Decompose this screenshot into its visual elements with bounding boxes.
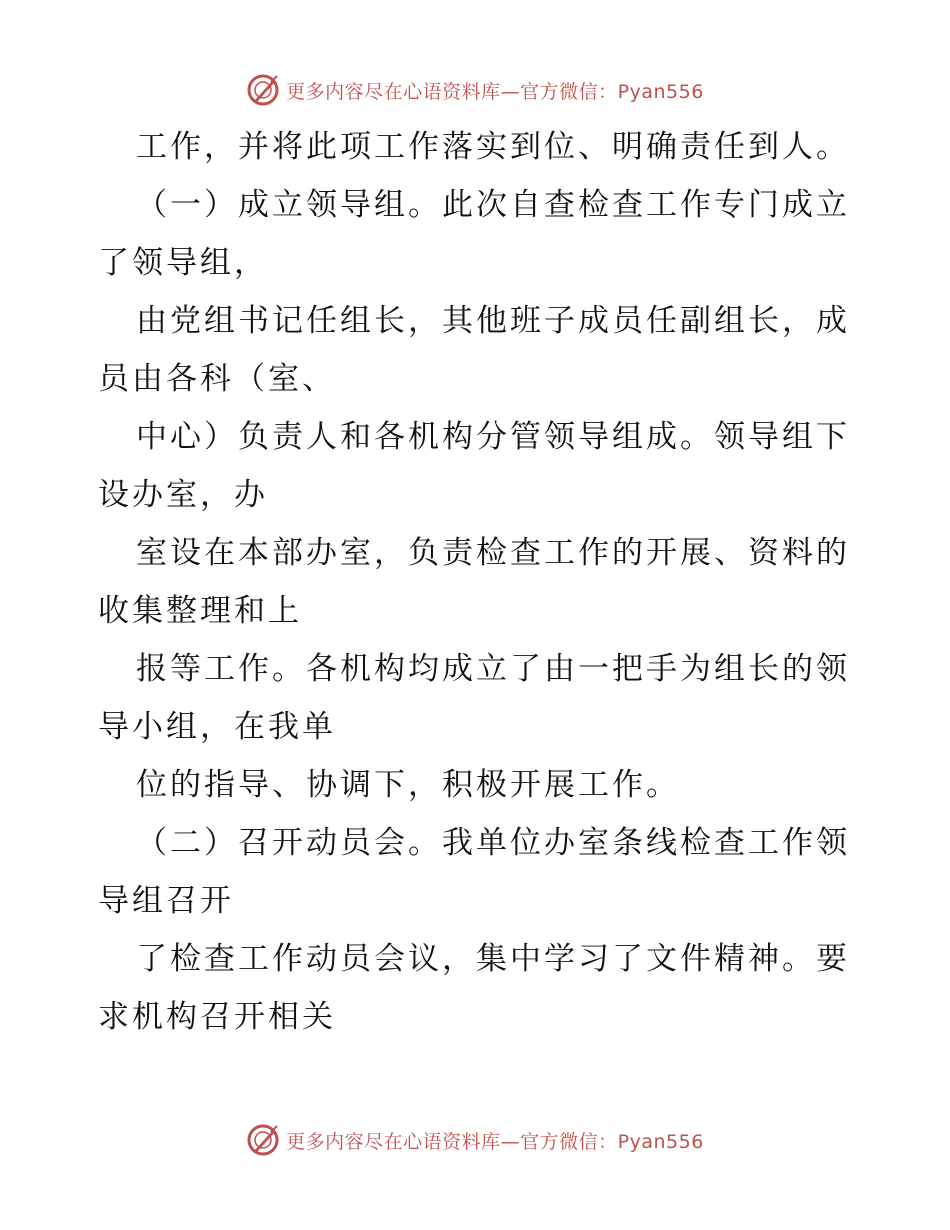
paragraph-line: 导组召开 <box>98 883 234 919</box>
paragraph-line: （一）成立领导组。此次自查检查工作专门成立 <box>136 187 850 223</box>
paragraph-line: 工作，并将此项工作落实到位、明确责任到人。 <box>136 129 850 165</box>
paragraph-line: 位的指导、协调下，积极开展工作。 <box>136 767 680 803</box>
footer-watermark-text <box>286 1127 704 1154</box>
pen-seal-logo-icon <box>246 73 280 107</box>
header-watermark-text <box>286 77 704 104</box>
paragraph-line: 设办室，办 <box>98 477 268 513</box>
footer-contact-text: 官方微信：Pyan556 <box>520 1130 704 1153</box>
paragraph-line: 了检查工作动员会议，集中学习了文件精神。要 <box>136 941 850 977</box>
footer-watermark <box>0 1120 950 1160</box>
paragraph-line: 收集整理和上 <box>98 593 302 629</box>
header-separator: — <box>500 80 521 103</box>
paragraph <box>98 524 858 640</box>
paragraph <box>98 176 858 292</box>
footer-separator: — <box>500 1130 521 1153</box>
paragraph-line: （二）召开动员会。我单位办室条线检查工作领 <box>136 825 850 861</box>
paragraph <box>98 930 858 1046</box>
paragraph-line: 室设在本部办室，负责检查工作的开展、资料的 <box>136 535 850 571</box>
paragraph <box>98 640 858 756</box>
paragraph-line: 员由各科（室、 <box>98 361 336 397</box>
paragraph-line: 报等工作。各机构均成立了由一把手为组长的领 <box>136 651 850 687</box>
paragraph-line: 了领导组， <box>98 245 268 281</box>
paragraph <box>98 118 858 176</box>
paragraph-line: 导小组，在我单 <box>98 709 336 745</box>
paragraph-line: 中心）负责人和各机构分管领导组成。领导组下 <box>136 419 850 455</box>
paragraph <box>98 408 858 524</box>
pen-seal-logo-icon <box>246 1123 280 1157</box>
footer-site-text: 更多内容尽在心语资料库 <box>286 1130 501 1153</box>
header-contact-text: 官方微信：Pyan556 <box>520 80 704 103</box>
paragraph-line: 由党组书记任组长，其他班子成员任副组长，成 <box>136 303 850 339</box>
paragraph <box>98 814 858 930</box>
paragraph-line: 求机构召开相关 <box>98 999 336 1035</box>
paragraph <box>98 292 858 408</box>
document-body <box>98 118 858 1046</box>
header-watermark <box>0 70 950 110</box>
header-site-text: 更多内容尽在心语资料库 <box>286 80 501 103</box>
paragraph <box>98 756 858 814</box>
